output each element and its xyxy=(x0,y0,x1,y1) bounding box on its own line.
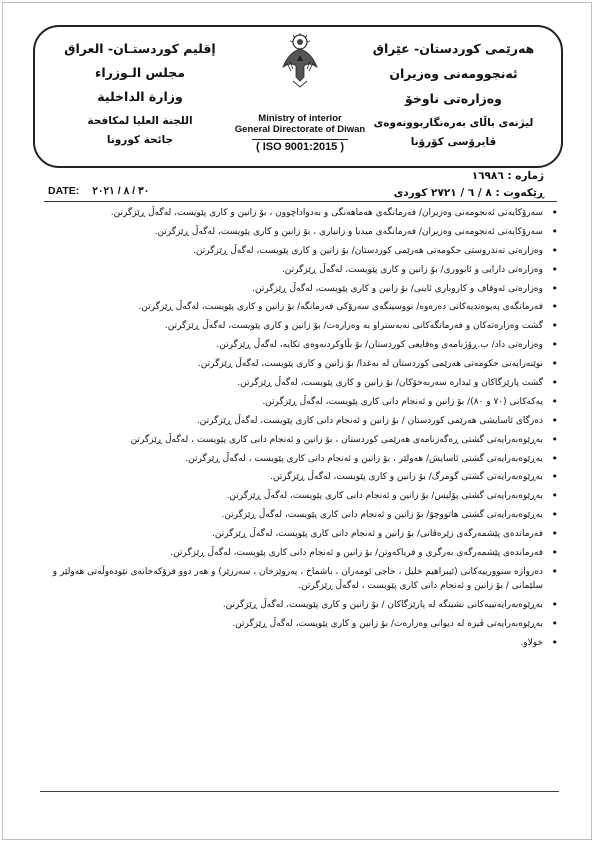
header-divider xyxy=(44,201,557,202)
footer-divider xyxy=(40,791,559,792)
directorate-name-english: General Directorate of Diwan xyxy=(234,124,366,135)
list-item: • یەکەکانی (٧٠ و ٨٠)/ بۆ زانین و ئەنجام دانی کاری پێویست، لەگەڵ ڕێزگرتن. xyxy=(46,395,558,409)
date-value: ٣٠ / ٨ / ٢٠٢١ xyxy=(92,185,150,197)
arabic-header xyxy=(55,41,225,146)
list-item: • وەزارەتی ئەوقاف و کاروباری ئاینی/ بۆ زانین و کاری پێویست، لەگەڵ ڕێزگرتن. xyxy=(46,282,558,296)
list-item: • وەزارەتی دارایی و ئابووری/ بۆ زانین و کاری پێویست، لەگەڵ ڕێزگرتن. xyxy=(46,263,558,277)
list-item: • وەزارەتی تەندروستی حکومەتی هەرێمی کوردستان/ بۆ زانین و کاری پێویست، لەگەڵ ڕێزگرتن. xyxy=(46,244,558,258)
list-item: • گشت پارێزگاکان و ئیدارە سەربەخۆکان/ بۆ زانین و کاری پێویست، لەگەڵ ڕێزگرتن. xyxy=(46,376,558,390)
arabic-council-title: مجلس الـوزراء xyxy=(94,65,186,80)
reference-number xyxy=(394,168,544,185)
reference-date-label: ڕێکەوت : xyxy=(495,187,544,199)
list-item: • گشت وەزارەتەکان و فەرمانگەکانی نەبەستراو بە وەزارەت/ بۆ زانین و کاری پێویست، لەگەڵ ڕێزگرتن. xyxy=(46,319,558,333)
english-header xyxy=(230,113,370,155)
list-item: • فەرمانگەی پەیوەندیەکانی دەرەوە/ نووسینگەی سەرۆکی فەرمانگە/ بۆ زانین و کاری پێویست، لەگەڵ ڕێزگرتن. xyxy=(46,300,558,314)
reference-number-value: ١٦٩٨٦ xyxy=(471,170,504,182)
list-item: • سەرۆکایەتی ئەنجومەنی وەزیران/ فەرمانگەی میدیا و زانیاری ، بۆ زانین و کاری پێویست، لەگەڵ ڕێزگرتن. xyxy=(46,225,558,239)
letterhead xyxy=(33,25,563,168)
arabic-covid-title: جائحة كورونا xyxy=(106,134,174,146)
ministry-name-english: Ministry of interior xyxy=(258,113,342,124)
kurdish-ministry-title: وەزارەتی ناوخۆ xyxy=(405,91,502,106)
list-item: • بەڕێوەبەرایەتی گشتی گومرگ/ بۆ زانین و کاری پێویست، لەگەڵ ڕێزگرتن. xyxy=(46,470,558,484)
kurdish-council-title: ئەنجوومەنی وەزیران xyxy=(389,66,518,81)
list-item: • بەڕێوەبەرایەتی گشتی ئاسایش/ هەولێر ، بۆ زانین و ئەنجام دانی کاری پێویست ، لەگەڵ ڕێزگرتن. xyxy=(46,452,558,466)
list-item: • فەرماندەی پێشمەرگەی بەرگری و فریاکەوتن/ بۆ زانین و ئەنجام دانی کاری پێویست، لەگەڵ ڕێزگرتن. xyxy=(46,546,558,560)
list-item: • دەزگای ئاسایشی هەرێمی کوردستان / بۆ زانین و ئەنجام دانی کاری پێویست، لەگەڵ ڕێزگرتن. xyxy=(46,414,558,428)
kurdish-header xyxy=(366,41,541,148)
list-item: • بەڕێوەبەرایەتی گشتی پۆلیس/ بۆ زانین و ئەنجام دانی کاری پێویست، لەگەڵ ڕێزگرتن. xyxy=(46,489,558,503)
distribution-list xyxy=(46,206,558,654)
list-item: • دەروازە سنوورییەکانی (ئیبراهیم خلیل ، حاجی ئومەران ، باشماخ ، پەروێزخان ، سەرزێر) و هەر دوو فرۆکەخانەی نێودەوڵەتی هەولێر و سلێمانی / بۆ زانین و ئەنجام دانی کاری پێویست ، لەگەڵ ڕێزگرتن. xyxy=(46,565,558,593)
list-item: • بەڕێوەبەرایەتی ڤیزە لە دیوانی وەزارەت/ بۆ زانین و کاری پێویست، لەگەڵ ڕێزگرتن. xyxy=(46,617,558,631)
kurdish-covid-title: ڤایرۆسی کۆرۆنا xyxy=(410,136,497,148)
reference-date xyxy=(394,185,544,202)
reference-block xyxy=(394,168,544,202)
list-item: • بەڕێوەبەرایەتییەکانی نشینگە لە پارێزگاکان / بۆ زانین و کاری پێویست، لەگەڵ ڕێزگرتن. xyxy=(46,598,558,612)
list-item: • فەرماندەی پێشمەرگەی زێرەڤانی/ بۆ زانین و ئەنجام دانی کاری پێویست، لەگەڵ ڕێزگرتن. xyxy=(46,527,558,541)
kurdistan-eagle-emblem-icon xyxy=(281,33,319,93)
reference-number-label: ژمارە : xyxy=(507,170,544,182)
arabic-region-title: إقليم كوردستـان- العراق xyxy=(64,41,216,56)
gregorian-date xyxy=(48,185,149,197)
reference-date-value: ٨ / ٦ / ٢٧٢١ کوردی xyxy=(393,187,492,199)
date-label: DATE: xyxy=(48,185,80,197)
list-item: • نوێنەرایەتی حکومەتی هەرێمی کوردستان لە بەغدا/ بۆ زانین و کاری پێویست، لەگەڵ ڕێزگرتن. xyxy=(46,357,558,371)
kurdish-committee-title: لیژنەی باڵای بەرەنگاربوونەوەی xyxy=(373,117,534,129)
list-item: • بەڕێوەبەرایەتی گشتی هاتووچۆ/ بۆ زانین و ئەنجام دانی کاری پێویست، لەگەڵ ڕێزگرتن. xyxy=(46,508,558,522)
list-item: • بەڕێوەبەرایەتی گشتی ڕەگەزنامەی هەرێمی کوردستان ، بۆ زانین و ئەنجام دانی کاری پێویست ، لەگەڵ ڕێزگرتن xyxy=(46,433,558,447)
list-item: • سەرۆکایەتی ئەنجومەنی وەزیران/ فەرمانگەی هەماهەنگی و بەدواداچوون ، بۆ زانین و کاری پێویست، لەگەڵ ڕێزگرتن. xyxy=(46,206,558,220)
arabic-committee-title: اللجنة العليا لمكافحة xyxy=(87,115,193,127)
kurdish-region-title: هەرێمی کوردستان- عێراق xyxy=(372,41,535,56)
iso-certification: ( ISO 9001:2015 ) xyxy=(252,139,348,154)
list-item: • خولاو. xyxy=(46,636,558,650)
arabic-ministry-title: وزارة الداخلية xyxy=(97,89,183,104)
list-item: • وەزارەتی داد/ ب.ڕۆژنامەی وەقایعی کوردستان/ بۆ بڵاوکردنەوەی تکایە، لەگەڵ ڕێزگرتن. xyxy=(46,338,558,352)
